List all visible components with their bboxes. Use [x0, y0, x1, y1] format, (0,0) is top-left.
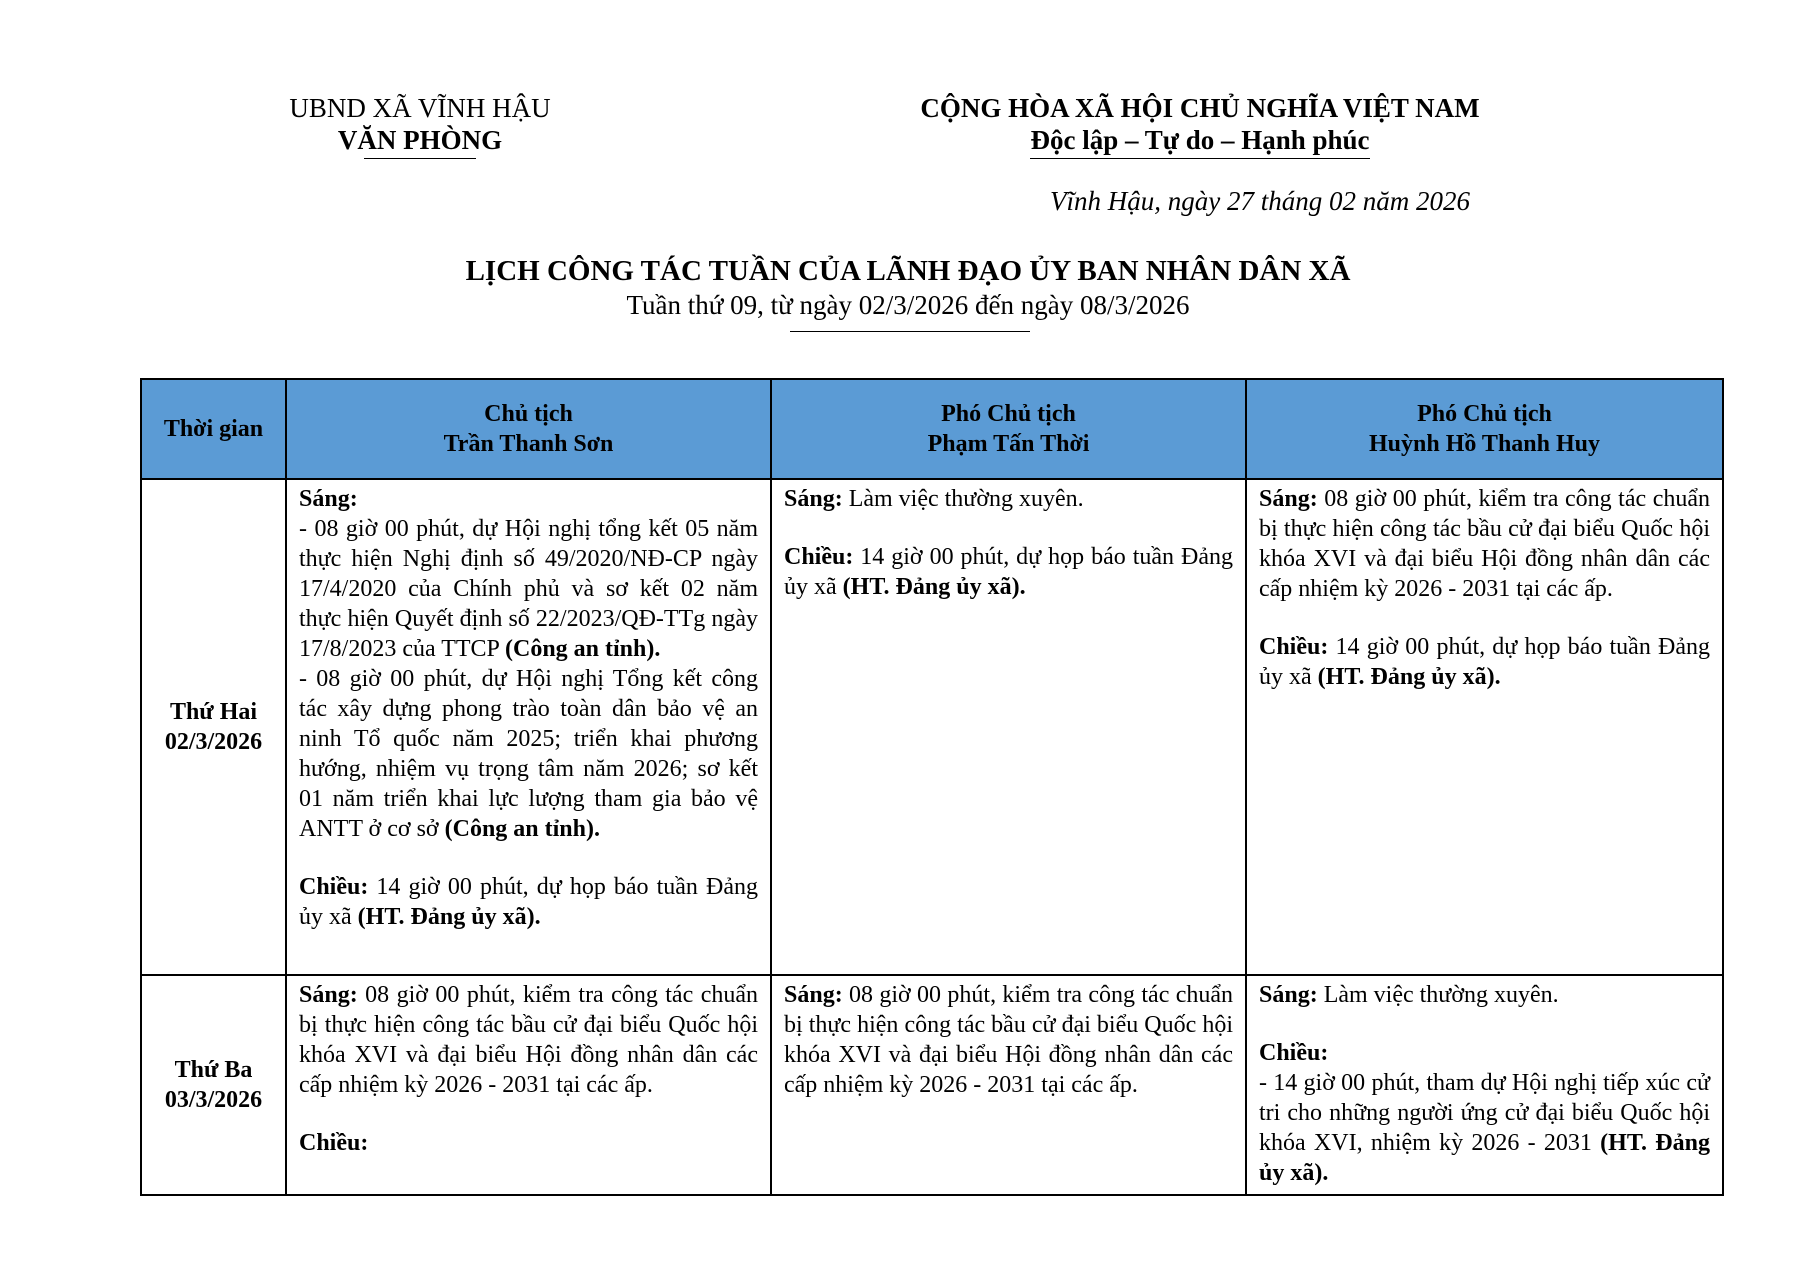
day-cell — [141, 975, 286, 1195]
header-person: Phạm Tấn Thời — [927, 431, 1090, 457]
schedule-cell-vice-2 — [1246, 975, 1723, 1195]
table-row — [141, 975, 1723, 1195]
header-vice-chairman-1 — [771, 379, 1246, 479]
document-subtitle: Tuần thứ 09, từ ngày 02/3/2026 đến ngày 08/3/2026 — [626, 290, 1190, 320]
afternoon-entry: Chiều: 14 giờ 00 phút, dự họp báo tuần Đảng ủy xã (HT. Đảng ủy xã). — [299, 874, 758, 930]
morning-label: Sáng: — [299, 982, 358, 1008]
afternoon-label: Chiều: — [1259, 1040, 1329, 1066]
table-header-row — [141, 379, 1723, 479]
office-underline — [364, 158, 476, 159]
document-title: LỊCH CÔNG TÁC TUẦN CỦA LÃNH ĐẠO ỦY BAN NHÂN DÂN XÃ — [465, 255, 1351, 287]
header-chairman — [286, 379, 771, 479]
header-role: Phó Chủ tịch — [1417, 401, 1552, 427]
header-role: Chủ tịch — [484, 401, 573, 427]
afternoon-entry: Chiều: 14 giờ 00 phút, dự họp báo tuần Đảng ủy xã (HT. Đảng ủy xã). — [784, 544, 1233, 600]
agency-header — [250, 92, 590, 159]
day-name: Thứ Ba — [174, 1057, 253, 1083]
document-date: Vĩnh Hậu, ngày 27 tháng 02 năm 2026 — [1050, 186, 1470, 216]
morning-entry: Sáng: 08 giờ 00 phút, kiểm tra công tác chuẩn bị thực hiện công tác bầu cử đại biểu Quốc hội khóa XVI và đại biểu Hội đồng nhân dân các cấp nhiệm kỳ 2026 - 2031 tại các ấp. — [1259, 486, 1710, 602]
header-person: Trần Thanh Sơn — [443, 431, 614, 457]
morning-entry: Sáng: 08 giờ 00 phút, kiểm tra công tác chuẩn bị thực hiện công tác bầu cử đại biểu Quốc hội khóa XVI và đại biểu Hội đồng nhân dân các cấp nhiệm kỳ 2026 - 2031 tại các ấp. — [784, 982, 1233, 1098]
header-time: Thời gian — [141, 379, 286, 479]
header-vice-chairman-2 — [1246, 379, 1723, 479]
day-date: 02/3/2026 — [164, 729, 263, 755]
schedule-item: - 08 giờ 00 phút, dự Hội nghị Tổng kết công tác xây dựng phong trào toàn dân bảo vệ an ninh Tổ quốc năm 2025; triển khai phương hướng, nhiệm vụ trọng tâm năm 2026; sơ kết 01 năm triển khai lực lượng tham gia bảo vệ ANTT ở cơ sở (Công an tỉnh). — [299, 666, 758, 842]
day-date: 03/3/2026 — [164, 1087, 263, 1113]
national-motto: Độc lập – Tự do – Hạnh phúc — [1030, 124, 1369, 159]
morning-entry: Sáng: Làm việc thường xuyên. — [784, 486, 1084, 512]
schedule-cell-vice-1 — [771, 479, 1246, 975]
morning-entry: Sáng: Làm việc thường xuyên. — [1259, 982, 1559, 1008]
header-role: Phó Chủ tịch — [941, 401, 1076, 427]
afternoon-label: Chiều: — [1259, 634, 1329, 660]
schedule-cell-vice-2 — [1246, 479, 1723, 975]
schedule-cell-vice-1 — [771, 975, 1246, 1195]
national-header — [840, 92, 1560, 159]
morning-entry: Sáng: 08 giờ 00 phút, kiểm tra công tác chuẩn bị thực hiện công tác bầu cử đại biểu Quốc hội khóa XVI và đại biểu Hội đồng nhân dân các cấp nhiệm kỳ 2026 - 2031 tại các ấp. — [299, 982, 758, 1098]
morning-label: Sáng: — [1259, 486, 1318, 512]
nation-name: CỘNG HÒA XÃ HỘI CHỦ NGHĨA VIỆT NAM — [920, 93, 1480, 123]
morning-label: Sáng: — [299, 486, 358, 512]
afternoon-entry: Chiều: 14 giờ 00 phút, dự họp báo tuần Đảng ủy xã (HT. Đảng ủy xã). — [1259, 634, 1710, 690]
morning-label: Sáng: — [784, 486, 843, 512]
schedule-item: - 08 giờ 00 phút, dự Hội nghị tổng kết 05 năm thực hiện Nghị định số 49/2020/NĐ-CP ngày 17/4/2020 của Chính phủ và sơ kết 02 năm thực hiện Quyết định số 22/2023/QĐ-TTg ngày 17/8/2023 của TTCP (Công an tỉnh). — [299, 516, 758, 662]
schedule-item: - 14 giờ 00 phút, tham dự Hội nghị tiếp xúc cử tri cho những người ứng cử đại biểu Quốc hội khóa XVI, nhiệm kỳ 2026 - 2031 (HT. Đảng ủy xã). — [1259, 1070, 1710, 1186]
agency-name: UBND XÃ VĨNH HẬU — [289, 93, 551, 123]
table-row — [141, 479, 1723, 975]
schedule-cell-chairman — [286, 975, 771, 1195]
schedule-table — [140, 378, 1724, 1196]
afternoon-label: Chiều: — [299, 1130, 369, 1156]
subtitle-underline — [790, 331, 1030, 332]
afternoon-label: Chiều: — [299, 874, 369, 900]
afternoon-label: Chiều: — [784, 544, 854, 570]
day-name: Thứ Hai — [169, 699, 258, 725]
morning-label: Sáng: — [1259, 982, 1318, 1008]
header-person: Huỳnh Hồ Thanh Huy — [1368, 431, 1600, 457]
morning-label: Sáng: — [784, 982, 843, 1008]
office-name: VĂN PHÒNG — [337, 125, 503, 155]
day-cell — [141, 479, 286, 975]
schedule-cell-chairman — [286, 479, 771, 975]
